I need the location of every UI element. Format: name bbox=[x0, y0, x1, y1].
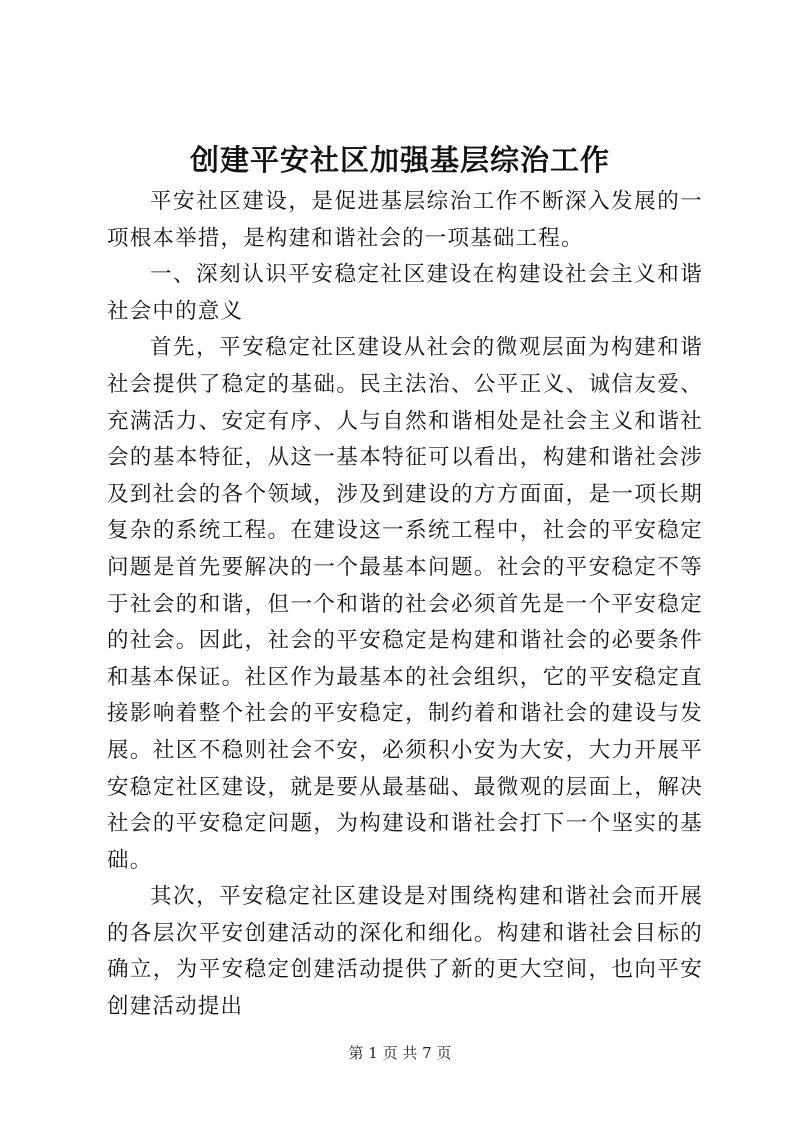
page-footer: 第 1 页 共 7 页 bbox=[348, 1044, 452, 1062]
paragraph-intro: 平安社区建设，是促进基层综治工作不断深入发展的一项根本举措，是构建和谐社会的一项基础工程。 bbox=[107, 189, 703, 251]
paragraph-first: 首先，平安稳定社区建设从社会的微观层面为构建和谐社会提供了稳定的基础。民主法治、公平正义、诚信友爱、充满活力、安定有序、人与自然和谐相处是社会主义和谐社会的基本特征，从这一基本特征可以看出，构建和谐社会涉及到社会的各个领域，涉及到建设的方方面面，是一项长期复杂的系统工程。在建设这一系统工程中，社会的平安稳定问题是首先要解决的一个最基本问题。社会的平安稳定不等于社会的和谐，但一个和谐的社会必须首先是一个平安稳定的社会。因此，社会的平安稳定是构建和谐社会的必要条件和基本保证。社区作为最基本的社会组织，它的平安稳定直接影响着整个社会的平安稳定，制约着和谐社会的建设与发展。社区不稳则社会不安，必须积小安为大安，大力开展平安稳定社区建设，就是要从最基础、最微观的层面上，解决社会的平安稳定问题，为构建设和谐社会打下一个坚实的基础。 bbox=[107, 335, 703, 873]
document-body bbox=[107, 184, 703, 1026]
section-heading-1: 一、深刻认识平安稳定社区建设在构建设社会主义和谐社会中的意义 bbox=[107, 262, 703, 324]
paragraph-second: 其次，平安稳定社区建设是对围绕构建和谐社会而开展的各层次平安创建活动的深化和细化。构建和谐社会目标的确立，为平安稳定创建活动提供了新的更大空间，也向平安创建活动提出 bbox=[107, 884, 703, 1020]
document-title: 创建平安社区加强基层综治工作 bbox=[189, 143, 610, 177]
